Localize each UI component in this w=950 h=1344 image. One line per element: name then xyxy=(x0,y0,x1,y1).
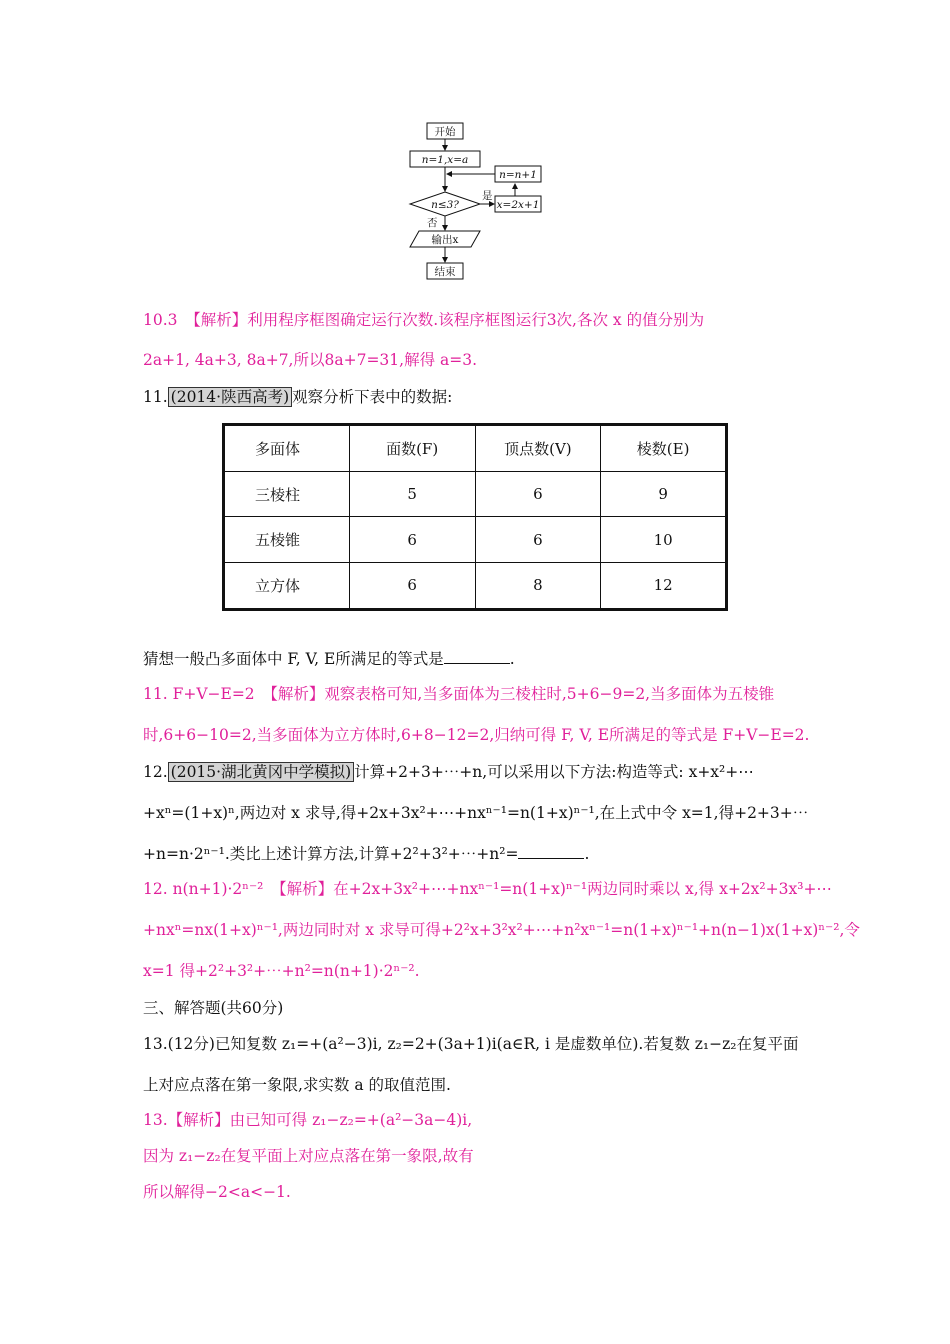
table-cell: 6 xyxy=(349,562,475,609)
q12-line-2: +xⁿ=(1+x)ⁿ,两边对 x 求导,得+2x+3x²+⋯+nxⁿ⁻¹=n(1+x)ⁿ⁻¹,在上式中令 x=1,得+2+3+⋯ xyxy=(143,804,809,822)
section-heading: 三、解答题(共60分) xyxy=(143,999,284,1017)
flowchart-yes-label: 是 xyxy=(482,190,493,202)
flowchart-assign-label: x=2x+1 xyxy=(496,199,540,211)
q12-line-3-text: +n=n·2ⁿ⁻¹.类比上述计算方法,计算+2²+3²+⋯+n²= xyxy=(143,845,519,863)
q11-stem-text: 观察分析下表中的数据: xyxy=(292,388,453,406)
q12-line-1 xyxy=(143,762,754,782)
q11-question-end: . xyxy=(509,650,515,668)
table-cell: 10 xyxy=(601,517,727,562)
table-cell: 6 xyxy=(475,472,601,517)
table-cell: 8 xyxy=(475,562,601,609)
table-cell: 五棱锥 xyxy=(224,517,350,562)
q13-answer-line-3: 所以解得−2<a<−1. xyxy=(143,1183,291,1201)
q11-stem xyxy=(143,387,452,407)
answer-blank xyxy=(518,844,584,859)
flowchart-start-label: 开始 xyxy=(434,126,456,138)
q13-line-1: 13.(12分)已知复数 z₁=+(a²−3)i, z₂=2+(3a+1)i(a∈R, i 是虚数单位).若复数 z₁−z₂在复平面 xyxy=(143,1035,799,1053)
q11-source-tag: (2014·陕西高考) xyxy=(168,387,292,407)
q12-answer-line-3: x=1 得+2²+3²+⋯+n²=n(n+1)·2ⁿ⁻². xyxy=(143,962,420,980)
q12-answer-line-1: 12. n(n+1)·2ⁿ⁻² 【解析】在+2x+3x²+⋯+nxⁿ⁻¹=n(1+x)ⁿ⁻¹两边同时乘以 x,得 x+2x²+3x³+⋯ xyxy=(143,880,832,898)
q10-answer-line-2: 2a+1, 4a+3, 8a+7,所以8a+7=31,解得 a=3. xyxy=(143,351,478,369)
flowchart-condition-label: n≤3? xyxy=(431,199,459,211)
table-header-row xyxy=(224,425,727,472)
table-cell: 6 xyxy=(475,517,601,562)
q12-line-1-rest: 计算+2+3+⋯+n,可以采用以下方法:构造等式: x+x²+⋯ xyxy=(354,763,754,781)
q11-question-text: 猜想一般凸多面体中 F, V, E所满足的等式是 xyxy=(143,650,444,668)
table-cell: 三棱柱 xyxy=(224,472,350,517)
q12-source-tag: (2015·湖北黄冈中学模拟) xyxy=(168,762,354,782)
q12-line-3-end: . xyxy=(584,845,590,863)
table-header-cell: 棱数(E) xyxy=(601,425,727,472)
q12-answer-line-2: +nxⁿ=nx(1+x)ⁿ⁻¹,两边同时对 x 求导可得+2²x+3²x²+⋯+n²xⁿ⁻¹=n(1+x)ⁿ⁻¹+n(n−1)x(1+x)ⁿ⁻²,令 xyxy=(143,921,860,939)
q12-number: 12. xyxy=(143,763,168,781)
table-cell: 5 xyxy=(349,472,475,517)
table-header-cell: 面数(F) xyxy=(349,425,475,472)
table-cell: 6 xyxy=(349,517,475,562)
table-header-cell: 顶点数(V) xyxy=(475,425,601,472)
flowchart-init-label: n=1,x=a xyxy=(421,154,469,166)
flowchart xyxy=(405,118,550,284)
flowchart-end-label: 结束 xyxy=(434,266,456,278)
q11-answer-line-1: 11. F+V−E=2 【解析】观察表格可知,当多面体为三棱柱时,5+6−9=2,当多面体为五棱锥 xyxy=(143,685,775,703)
table-cell: 立方体 xyxy=(224,562,350,609)
q13-answer-line-2: 因为 z₁−z₂在复平面上对应点落在第一象限,故有 xyxy=(143,1147,474,1165)
q13-answer-line-1: 13.【解析】由已知可得 z₁−z₂=+(a²−3a−4)i, xyxy=(143,1111,473,1129)
table-row xyxy=(224,562,727,609)
flowchart-no-label: 否 xyxy=(427,217,438,229)
flowchart-output-label: 输出x xyxy=(431,234,459,246)
q11-answer-line-2: 时,6+6−10=2,当多面体为立方体时,6+8−12=2,归纳可得 F, V, E所满足的等式是 F+V−E=2. xyxy=(143,726,810,744)
answer-blank xyxy=(444,649,510,664)
q12-line-3 xyxy=(143,844,589,864)
table-cell: 12 xyxy=(601,562,727,609)
flowchart-increment-label: n=n+1 xyxy=(499,169,537,181)
q13-line-2: 上对应点落在第一象限,求实数 a 的取值范围. xyxy=(143,1076,451,1094)
q10-answer-line-1: 10.3 【解析】利用程序框图确定运行次数.该程序框图运行3次,各次 x 的值分别为 xyxy=(143,311,705,329)
table-row xyxy=(224,472,727,517)
polyhedron-table xyxy=(222,423,728,611)
table-cell: 9 xyxy=(601,472,727,517)
q11-question xyxy=(143,649,515,669)
q11-number: 11. xyxy=(143,388,168,406)
table-row xyxy=(224,517,727,562)
table-header-cell: 多面体 xyxy=(224,425,350,472)
